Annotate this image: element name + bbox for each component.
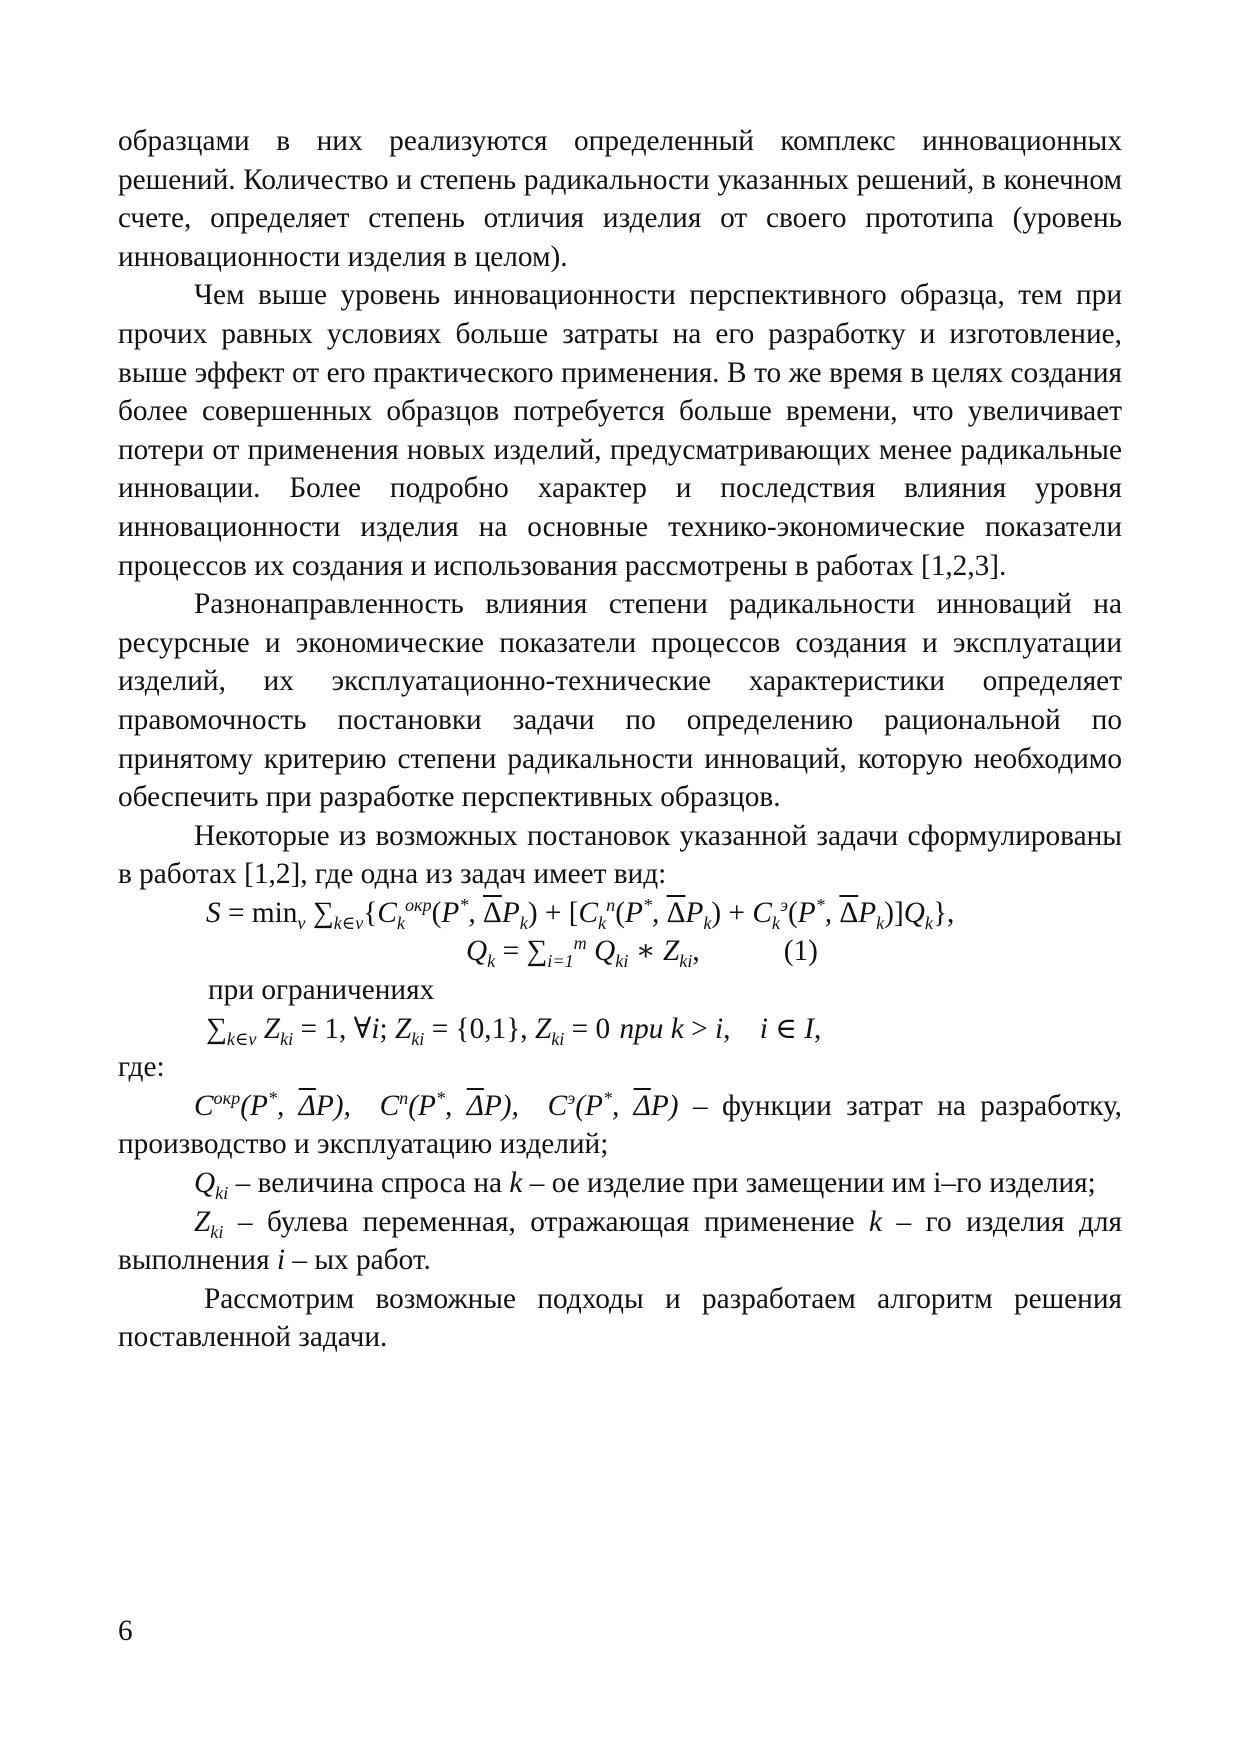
where-label: где: xyxy=(118,1051,165,1084)
pri-word: при xyxy=(619,1012,664,1045)
formula-constraints: $\sum_{k\in v}$ $Z_{ki} = 1$, ∀i; $Z_{ki} = \{0,1\}$, $Z_{ki} = 0$ при k > i, i ∈ I, xyxy=(206,1012,822,1049)
paragraph-1: образцами в них реализуются определенный комплекс инновационных решений. Количество и степень радикальности указанных решений, в конечном счете, определяет степень отличия изделия от своего прототипа (уровень инновационности изделия в целом). xyxy=(118,125,1122,273)
closing-paragraph: Рассмотрим возможные подходы и разработаем алгоритм решения поставленной задачи. xyxy=(118,1282,1122,1354)
definition-demand: $Q_{ki}$ – величина спроса на k – ое изделие при замещении им i–го изделия; xyxy=(194,1167,1096,1203)
body-text xyxy=(118,122,1122,1357)
formula-demand: $Q_k = \sum_{i=1}^m$ $Q_{ki}$ ∗ $Z_{ki}$, (1) xyxy=(466,933,818,972)
definition-costs-text: – функции затрат на разработку, производство и эксплуатацию изделий; xyxy=(118,1089,1123,1161)
definition-costs: $C^{окр}(P^*$, $\overline{\Delta}P$), $C^п(P^*$, $\overline{\Delta}P$), $C^э(P^*$, $\overline{\Delta}P$) – функции затрат на разработку, производство и эксплуатацию изделий; xyxy=(118,1088,1123,1161)
paragraph-4: Некоторые из возможных постановок указанной задачи сформулированы в работах [1,2], где одна из задач имеет вид: xyxy=(118,819,1122,891)
definition-boolean: $Z_{ki}$ – булева переменная, отражающая применение k – го изделия для выполнения i – ых работ. xyxy=(118,1205,1122,1277)
definition-boolean-text-c: – ых работ. xyxy=(292,1244,431,1277)
definition-demand-text-b: – ое изделие при замещении им i–го изделия; xyxy=(529,1167,1096,1200)
definition-boolean-text-b: – го изделия для выполнения xyxy=(118,1205,1122,1277)
paragraph-3: Разнонаправленность влияния степени радикальности инноваций на ресурсные и экономические показатели процессов создания и эксплуатации изделий, их эксплуатационно-технические характеристики определяет правомочность постановки задачи по определению рациональной по принятому критерию степени радикальности инноваций, которую необходимо обеспечить при разработке перспективных образцов. xyxy=(118,588,1122,814)
equation-number: (1) xyxy=(783,935,818,968)
constraints-label: при ограничениях xyxy=(208,974,435,1007)
paragraph-2: Чем выше уровень инновационности перспективного образца, тем при прочих равных условиях больше затраты на его разработку и изготовление, выше эффект от его практического применения. В то же время в целях создания более совершенных образцов потребуется больше времени, что увеличивает потери от применения новых изделий, предусматривающих менее радикальные инновации. Более подробно характер и последствия влияния уровня инновационности изделия на основные технико-экономические показатели процессов их создания и использования рассмотрены в работах [1,2,3]. xyxy=(118,279,1122,582)
page-number: 6 xyxy=(118,1615,133,1647)
formula-objective: $S = \min_v \sum_{k\in v}\{C_k^{окр}(P^*$, $\overline{\Delta}P_k) + [C_k^п(P^*$, $\overline{\Delta}P_k) + C_k^э(P^*$, $\overline{\Delta}P_k)]Q_k$}, xyxy=(206,895,955,933)
definition-demand-text-a: – величина спроса на xyxy=(235,1167,503,1200)
definition-boolean-text-a: – булева переменная, отражающая применение xyxy=(237,1205,855,1238)
